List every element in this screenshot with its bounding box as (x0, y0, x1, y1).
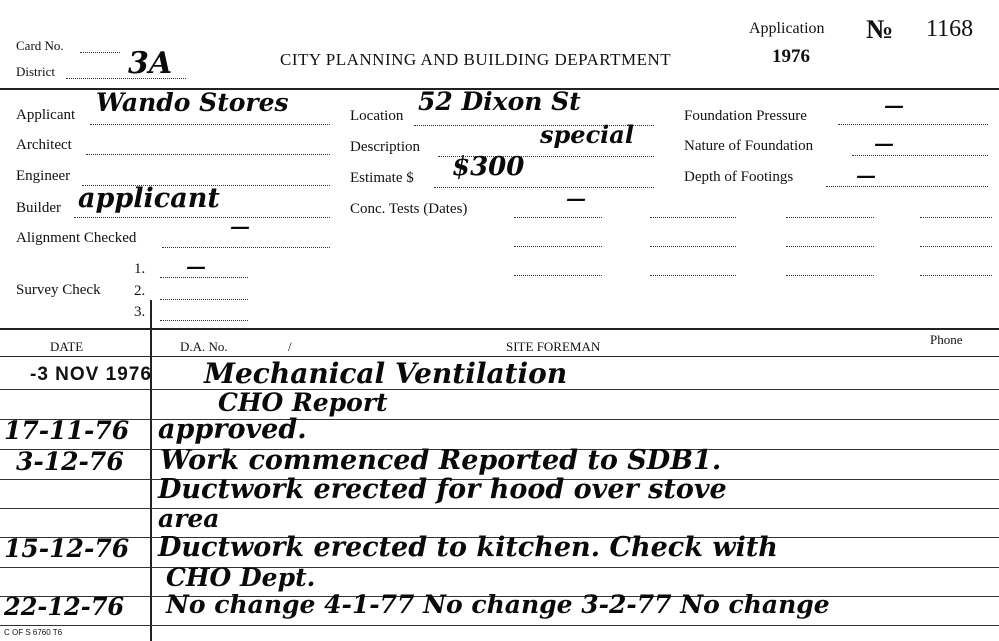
engineer-label: Engineer (16, 168, 71, 184)
nature-of-foundation-label: Nature of Foundation (684, 138, 814, 154)
log-row-3-text: approved. (158, 414, 307, 445)
application-label: Application (749, 20, 825, 37)
log-row-6-text: area (158, 504, 220, 533)
conc-line-3 (514, 275, 602, 276)
builder-value: applicant (78, 183, 220, 214)
conc-line-8 (786, 246, 874, 247)
application-number: 1168 (926, 16, 974, 42)
survey-1-value: — (186, 254, 206, 278)
estimate-label: Estimate $ (350, 170, 414, 186)
survey-3-line (160, 320, 248, 321)
conc-line-5 (650, 246, 736, 247)
log-row-8-text: CHO Dept. (166, 563, 316, 592)
location-label: Location (350, 108, 404, 124)
conc-tests-label: Conc. Tests (Dates) (350, 201, 468, 217)
log-row-3-date: 17-11-76 (4, 416, 130, 445)
log-row-4-date: 3-12-76 (16, 447, 124, 476)
architect-line (86, 154, 330, 155)
description-value: special (540, 120, 634, 149)
nature-line (852, 155, 988, 156)
application-year: 1976 (772, 46, 810, 67)
location-value: 52 Dixon St (418, 87, 581, 116)
description-label: Description (350, 139, 420, 155)
district-value: 3A (128, 46, 173, 81)
nature-value: — (874, 131, 894, 155)
log-row-4-text: Work commenced Reported to SDB1. (160, 445, 722, 476)
conc-line-4 (650, 217, 736, 218)
log-row-5-text: Ductwork erected for hood over stove (158, 474, 727, 505)
date-header: DATE (50, 339, 84, 354)
architect-label: Architect (16, 137, 72, 153)
survey-1-number: 1. (134, 261, 146, 277)
survey-check-label: Survey Check (16, 282, 101, 298)
foundation-pressure-value: — (884, 93, 904, 117)
applicant-line (90, 124, 330, 125)
form-code: C OF S 6760 T6 (4, 628, 63, 637)
depth-of-footings-label: Depth of Footings (684, 169, 794, 185)
da-number-header: D.A. No. (180, 339, 228, 354)
depth-value: — (856, 163, 876, 187)
alignment-line (162, 247, 330, 248)
conc-line-12 (920, 275, 992, 276)
survey-2-line (160, 299, 248, 300)
card-no-label: Card No. (16, 38, 64, 53)
da-slash: / (288, 339, 292, 354)
applicant-value: Wando Stores (96, 88, 289, 117)
conc-line-9 (786, 275, 874, 276)
number-sign: № (866, 14, 894, 44)
department-title: CITY PLANNING AND BUILDING DEPARTMENT (280, 50, 672, 69)
alignment-label: Alignment Checked (16, 230, 137, 246)
log-row-9-text: No change 4-1-77 No change 3-2-77 No change (166, 590, 830, 619)
builder-label: Builder (16, 200, 61, 216)
log-row-7-date: 15-12-76 (4, 534, 130, 563)
district-label: District (16, 64, 55, 79)
conc-line-1 (514, 217, 602, 218)
conc-line-6 (650, 275, 736, 276)
log-row-1-date: -3 NOV 1976 (30, 364, 152, 385)
log-rule-9 (0, 625, 999, 626)
estimate-value: $300 (452, 152, 525, 182)
phone-header: Phone (930, 332, 963, 347)
log-row-2-text: CHO Report (218, 388, 388, 417)
log-rule-5 (0, 508, 999, 509)
survey-3-number: 3. (134, 304, 146, 320)
conc-line-10 (920, 217, 992, 218)
foundation-pressure-label: Foundation Pressure (684, 108, 807, 124)
conc-line-2 (514, 246, 602, 247)
log-row-7-text: Ductwork erected to kitchen. Check with (158, 532, 778, 563)
alignment-value: — (230, 214, 250, 238)
log-row-1-text: Mechanical Ventilation (204, 357, 568, 390)
depth-line (826, 186, 988, 187)
survey-2-number: 2. (134, 283, 146, 299)
log-row-9-date: 22-12-76 (4, 592, 125, 621)
builder-line (74, 217, 330, 218)
card-no-line (80, 52, 120, 53)
log-rule-2 (0, 419, 999, 420)
log-rule-7 (0, 567, 999, 568)
conc-line-7 (786, 217, 874, 218)
applicant-label: Applicant (16, 107, 76, 123)
log-date-divider (150, 300, 152, 641)
conc-tests-value: — (566, 186, 586, 210)
foundation-pressure-line (838, 124, 988, 125)
conc-line-11 (920, 246, 992, 247)
site-foreman-header: SITE FOREMAN (506, 339, 601, 354)
estimate-line (434, 187, 654, 188)
